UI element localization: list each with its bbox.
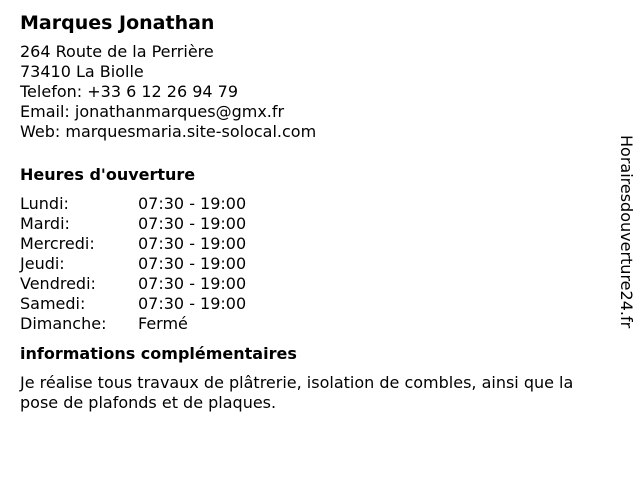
email-line: Email: jonathanmarques@gmx.fr — [20, 102, 285, 121]
day-label: Mardi: — [20, 214, 70, 233]
phone-line: Telefon: +33 6 12 26 94 79 — [20, 82, 239, 101]
contact-block — [20, 42, 610, 142]
day-label: Lundi: — [20, 194, 69, 213]
opening-hours-heading: Heures d'ouverture — [20, 165, 196, 184]
hours-value: 07:30 - 19:00 — [138, 194, 247, 213]
hours-row-samedi — [20, 294, 610, 314]
day-label: Vendredi: — [20, 274, 96, 293]
hours-value: 07:30 - 19:00 — [138, 274, 247, 293]
day-label: Mercredi: — [20, 234, 95, 253]
address-street: 264 Route de la Perrière — [20, 42, 214, 61]
hours-row-mercredi — [20, 234, 610, 254]
address-city: 73410 La Biolle — [20, 62, 144, 81]
hours-row-dimanche — [20, 314, 610, 334]
hours-value: 07:30 - 19:00 — [138, 234, 247, 253]
additional-info-text: Je réalise tous travaux de plâtrerie, isolation de combles, ainsi que la pose de plafonds et de plaques. — [20, 373, 574, 412]
day-label: Dimanche: — [20, 314, 107, 333]
hours-value: Fermé — [138, 314, 188, 333]
site-watermark: Horairesdouverture24.fr — [617, 135, 636, 329]
opening-hours-table — [20, 194, 610, 334]
web-line: Web: marquesmaria.site-solocal.com — [20, 122, 317, 141]
hours-row-vendredi — [20, 274, 610, 294]
hours-value: 07:30 - 19:00 — [138, 294, 247, 313]
business-card — [20, 10, 610, 413]
hours-value: 07:30 - 19:00 — [138, 214, 247, 233]
business-name: Marques Jonathan — [20, 12, 215, 34]
hours-row-lundi — [20, 194, 610, 214]
additional-info-heading: informations complémentaires — [20, 344, 297, 363]
hours-row-jeudi — [20, 254, 610, 274]
day-label: Jeudi: — [20, 254, 65, 273]
hours-row-mardi — [20, 214, 610, 234]
day-label: Samedi: — [20, 294, 86, 313]
hours-value: 07:30 - 19:00 — [138, 254, 247, 273]
